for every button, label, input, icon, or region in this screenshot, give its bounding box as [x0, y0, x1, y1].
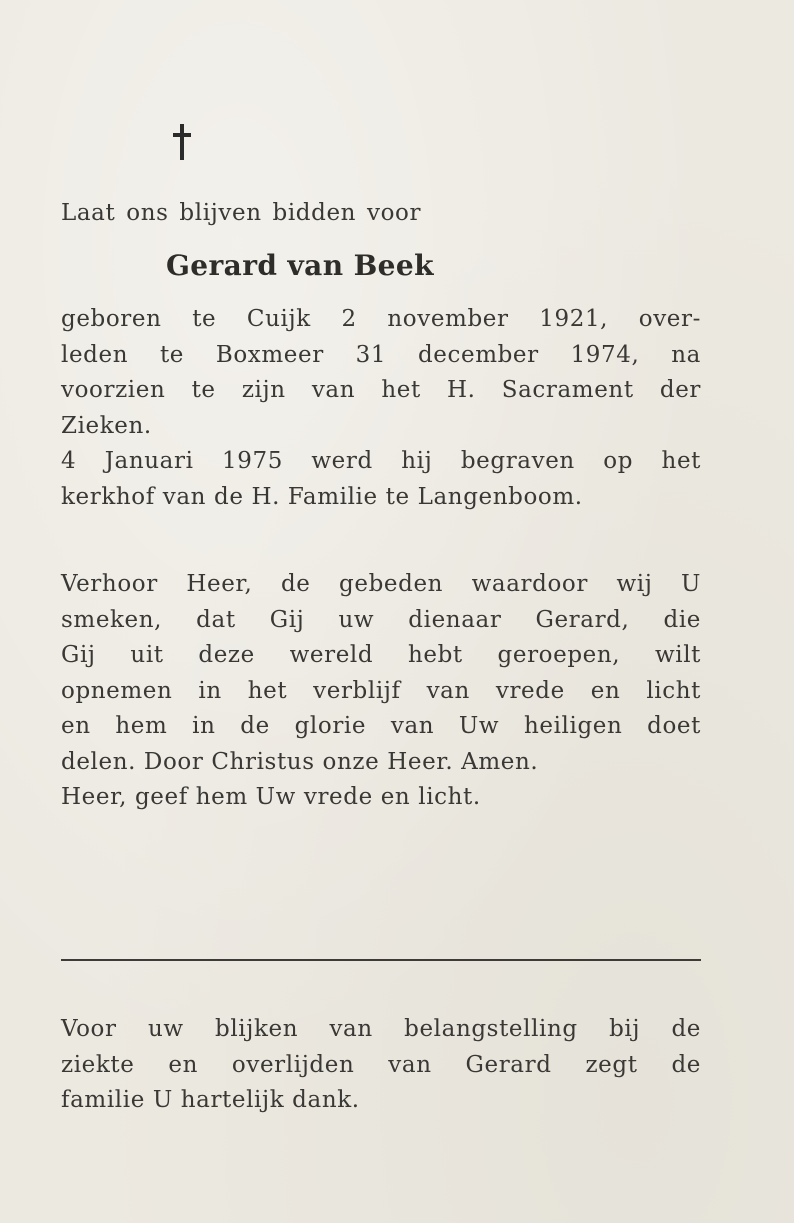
- prayer-line: Heer, geef hem Uw vrede en licht.: [61, 784, 481, 810]
- prayer-paragraph: [61, 567, 701, 816]
- biography-line: 4 Januari 1975 werd hij begraven op het: [61, 448, 701, 474]
- prayer-line: opnemen in het verblijf van vrede en licht: [61, 677, 701, 704]
- intro-line: [61, 196, 701, 232]
- prayer-line: delen. Door Christus onze Heer. Amen.: [61, 748, 539, 775]
- biography-line: leden te Boxmeer 31 december 1974, na: [61, 341, 701, 368]
- thanks-line: Voor uw blijken van belangstelling bij de: [61, 1016, 701, 1042]
- prayer-line: en hem in de glorie van Uw heiligen doet: [61, 713, 701, 739]
- prayer-line: Verhoor Heer, de gebeden waardoor wij U: [61, 571, 701, 597]
- cross-icon: [172, 124, 192, 162]
- prayer-line: smeken, dat Gij uw dienaar Gerard, die: [61, 606, 701, 633]
- thanks-line: ziekte en overlijden van Gerard zegt de: [61, 1051, 701, 1078]
- biography-line: kerkhof van de H. Familie te Langenboom.: [61, 483, 583, 510]
- divider-rule: [61, 959, 701, 961]
- biography-line: Zieken.: [61, 412, 152, 439]
- thanks-paragraph: [61, 1012, 701, 1119]
- intro-text: Laat ons blijven bidden voor: [61, 200, 422, 226]
- thanks-line: familie U hartelijk dank.: [61, 1087, 360, 1113]
- deceased-name: Gerard van Beek: [166, 249, 434, 282]
- biography-line: geboren te Cuijk 2 november 1921, over-: [61, 306, 701, 332]
- prayer-line: Gij uit deze wereld hebt geroepen, wilt: [61, 642, 701, 668]
- biography-paragraph: [61, 302, 701, 515]
- biography-line: voorzien te zijn van het H. Sacrament der: [61, 377, 701, 403]
